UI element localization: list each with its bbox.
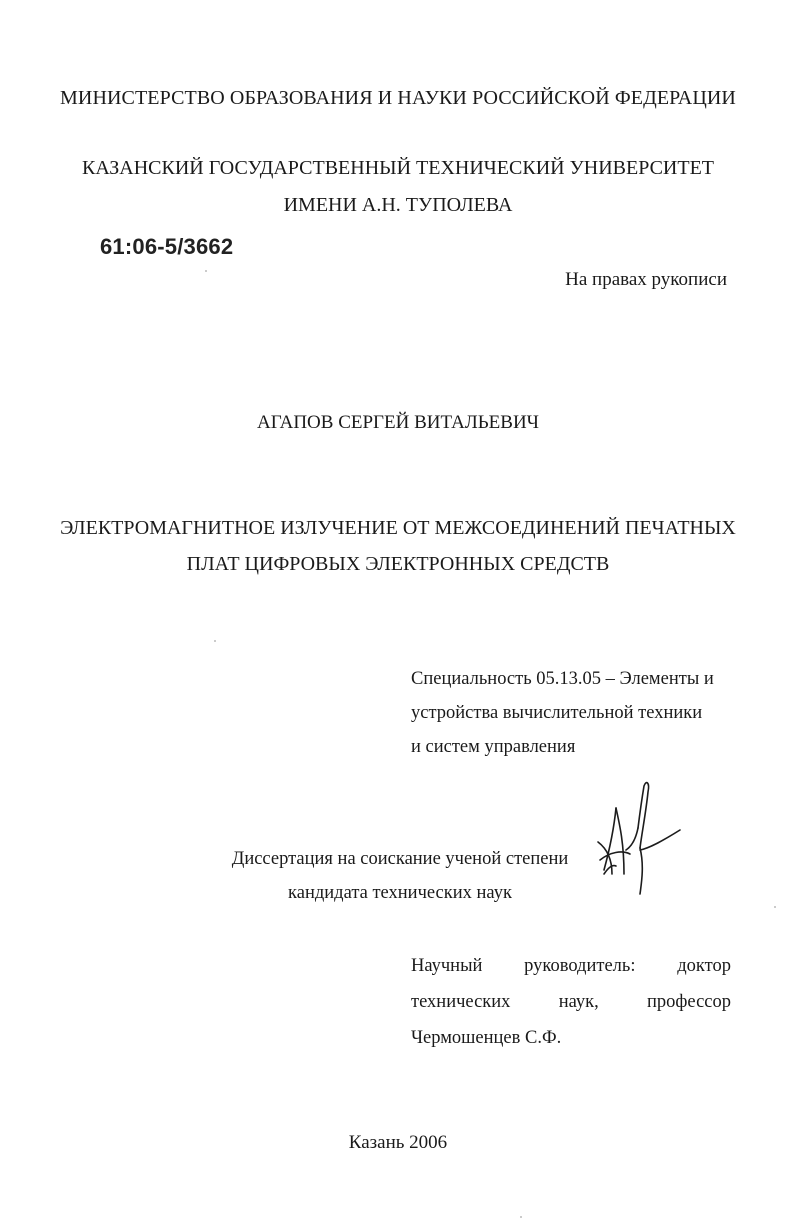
advisor-word: доктор: [677, 956, 731, 976]
ministry-heading: МИНИСТЕРСТВО ОБРАЗОВАНИЯ И НАУКИ РОССИЙСКОЙ ФЕДЕРАЦИИ: [60, 87, 736, 109]
dissertation-title-line1: ЭЛЕКТРОМАГНИТНОЕ ИЗЛУЧЕНИЕ ОТ МЕЖСОЕДИНЕНИЙ ПЕЧАТНЫХ: [60, 517, 736, 539]
scan-speck: [214, 640, 216, 642]
scan-speck: [205, 270, 207, 272]
rights-note: На правах рукописи: [565, 269, 727, 290]
advisor-word: руководитель:: [524, 956, 636, 976]
scientific-advisor-block: [411, 948, 731, 1056]
archive-stamp-code: 61:06-5/3662: [100, 234, 234, 259]
handwritten-signature-icon: [594, 778, 684, 896]
scan-speck: [774, 906, 776, 908]
author-name: АГАПОВ СЕРГЕЙ ВИТАЛЬЕВИЧ: [256, 412, 540, 433]
city-year: Казань 2006: [348, 1132, 448, 1153]
advisor-name: Чермошенцев С.Ф.: [411, 1028, 562, 1048]
advisor-word: технических: [411, 992, 511, 1012]
dissertation-line2: кандидата технических наук: [288, 883, 512, 903]
specialty-line2: устройства вычислительной техники: [411, 703, 703, 723]
dissertation-line1: Диссертация на соискание ученой степени: [231, 849, 569, 869]
specialty-block: [411, 662, 733, 764]
university-name-line1: КАЗАНСКИЙ ГОСУДАРСТВЕННЫЙ ТЕХНИЧЕСКИЙ УНИВЕРСИТЕТ: [81, 157, 714, 179]
advisor-line2: [411, 984, 731, 1020]
specialty-line3: и систем управления: [411, 737, 576, 757]
advisor-word: профессор: [647, 992, 731, 1012]
university-name-line2: ИМЕНИ А.Н. ТУПОЛЕВА: [283, 194, 513, 216]
specialty-line1: Специальность 05.13.05 – Элементы и: [411, 669, 714, 689]
advisor-word: наук,: [558, 992, 599, 1012]
scan-speck: [520, 1216, 522, 1218]
dissertation-degree-block: [200, 842, 600, 910]
advisor-line1: [411, 948, 731, 984]
advisor-word: Научный: [411, 956, 483, 976]
dissertation-title-line2: ПЛАТ ЦИФРОВЫХ ЭЛЕКТРОННЫХ СРЕДСТВ: [186, 553, 610, 575]
